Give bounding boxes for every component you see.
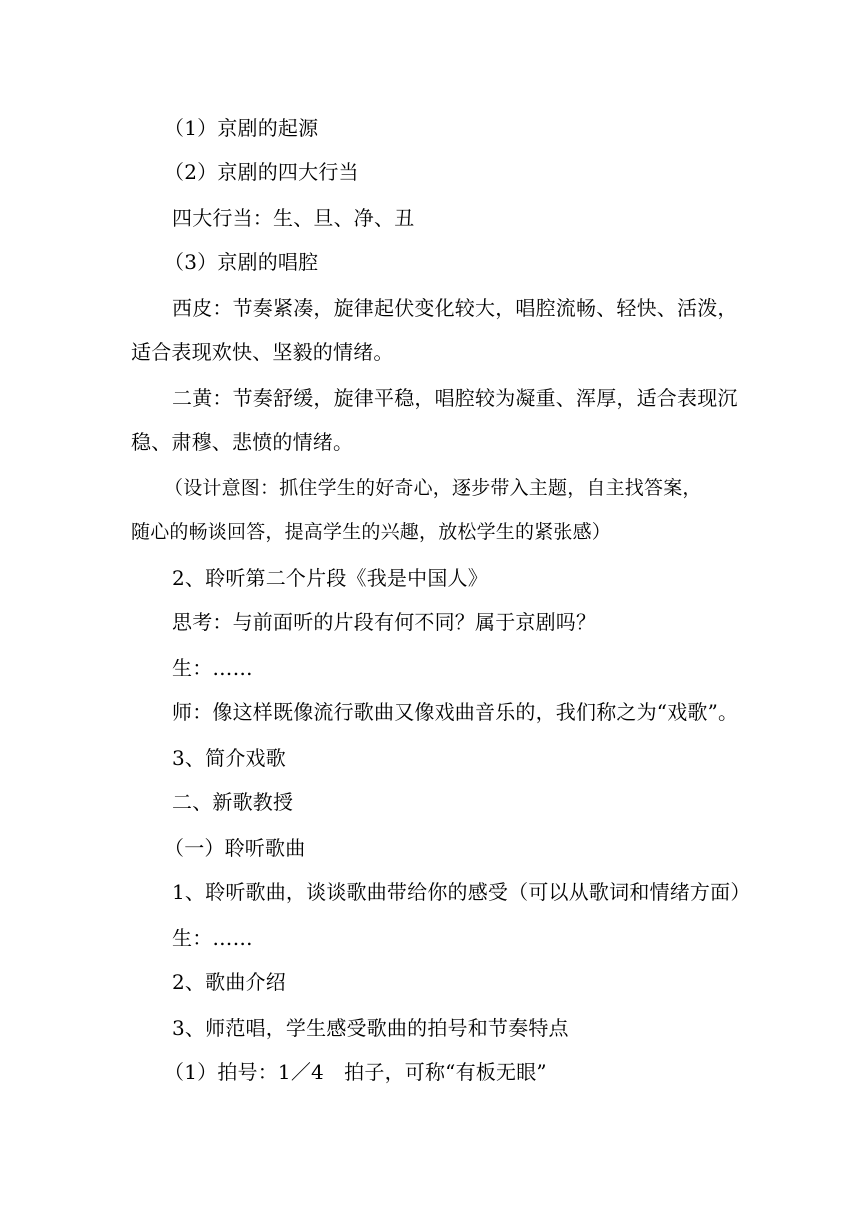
text-line: 稳、肃穆、悲愤的情绪。	[131, 430, 354, 454]
text-line: （2）京剧的四大行当	[164, 160, 359, 184]
text-line: 3、师范唱，学生感受歌曲的拍号和节奏特点	[172, 1016, 569, 1040]
subsection-heading: （一）聆听歌曲	[164, 836, 306, 860]
text-line: 师：像这样既像流行歌曲又像戏曲音乐的，我们称之为“戏歌”。	[172, 700, 739, 724]
text-line: 适合表现欢快、坚毅的情绪。	[131, 340, 394, 364]
text-line: 二黄：节奏舒缓，旋律平稳，唱腔较为凝重、浑厚，适合表现沉	[172, 386, 738, 410]
text-line: 生：……	[172, 656, 253, 680]
section-heading: 二、新歌教授	[172, 790, 294, 814]
text-line: （1）拍号：1／4 拍子，可称“有板无眼”	[164, 1060, 547, 1084]
text-line: 思考：与前面听的片段有何不同？属于京剧吗？	[172, 610, 597, 634]
text-line: 四大行当：生、旦、净、丑	[172, 206, 415, 230]
text-line: 西皮：节奏紧凑，旋律起伏变化较大，唱腔流畅、轻快、活泼，	[172, 296, 738, 320]
text-line: （3）京剧的唱腔	[164, 250, 319, 274]
text-line: 3、简介戏歌	[172, 746, 286, 770]
text-line: 2、歌曲介绍	[172, 970, 286, 994]
design-note-line: （设计意图：抓住学生的好奇心，逐步带入主题，自主找答案，	[164, 477, 702, 499]
text-line: 2、聆听第二个片段《我是中国人》	[172, 566, 488, 590]
text-line: 1、聆听歌曲，谈谈歌曲带给你的感受（可以从歌词和情绪方面）	[172, 880, 751, 904]
text-line: （1）京剧的起源	[164, 116, 319, 140]
design-note-line: 随心的畅谈回答，提高学生的兴趣，放松学生的紧张感）	[131, 521, 612, 543]
text-line: 生：……	[172, 926, 253, 950]
